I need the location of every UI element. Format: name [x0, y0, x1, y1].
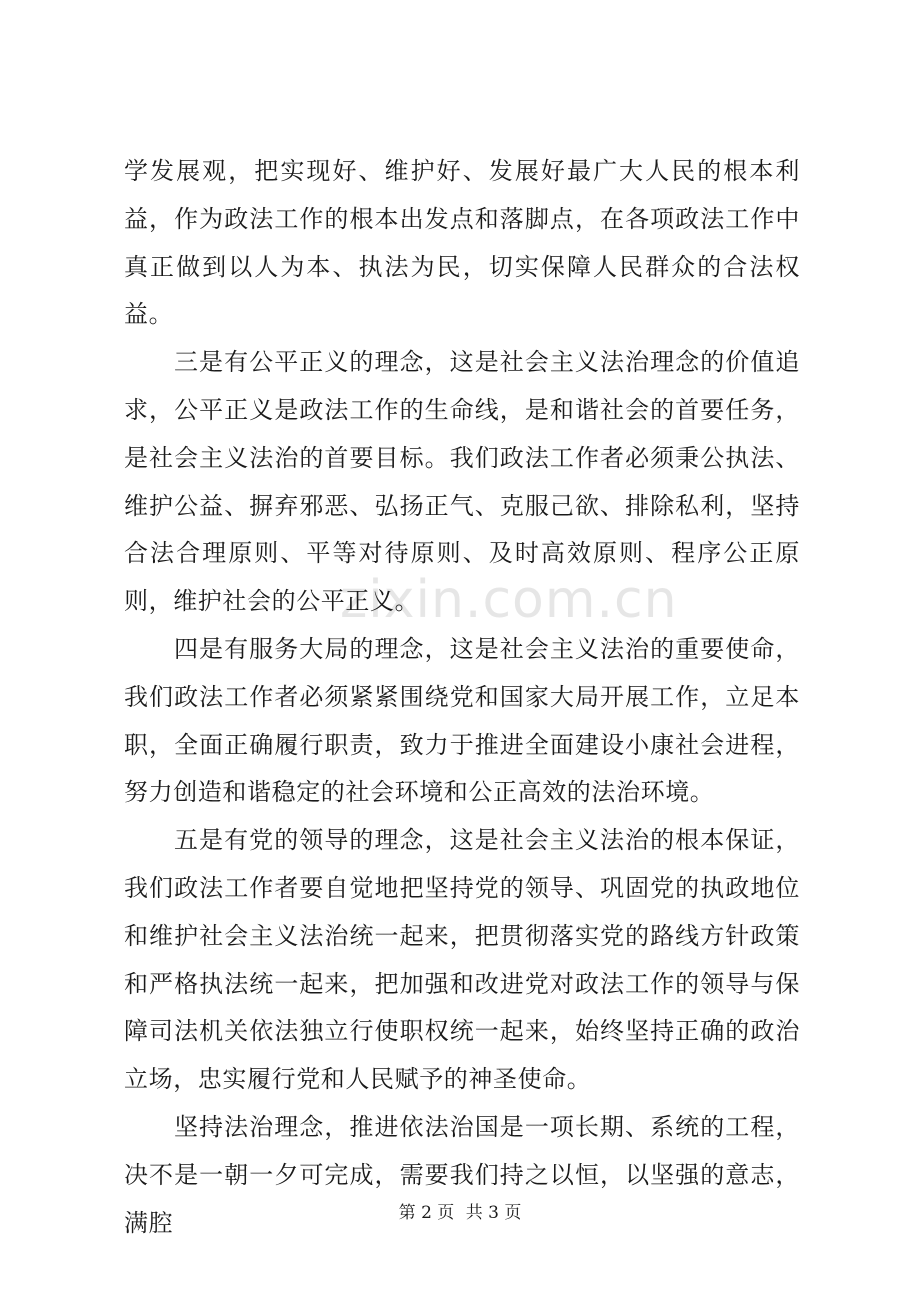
paragraph-1: 学发展观，把实现好、维护好、发展好最广大人民的根本利益，作为政法工作的根本出发点和落脚点，在各项政法工作中真正做到以人为本、执法为民，切实保障人民群众的合法权益。 — [124, 157, 800, 329]
paragraph-3: 四是有服务大局的理念，这是社会主义法治的重要使命，我们政法工作者必须紧紧围绕党和国家大局开展工作，立足本职，全面正确履行职责，致力于推进全面建设小康社会进程，努力创造和谐稳定的社会环境和公正高效的法治环境。 — [124, 634, 800, 807]
watermark: zixin.com.cn — [340, 570, 678, 630]
page-total: 共 3 页 — [465, 1203, 522, 1223]
page-number: 第 2 页 — [398, 1203, 455, 1223]
paragraph-2: 三是有公平正义的理念，这是社会主义法治理念的价值追求，公平正义是政法工作的生命线，是和谐社会的首要任务，是社会主义法治的首要目标。我们政法工作者必须秉公执法、维护公益、摒弃邪恶、弘扬正气、克服己欲、排除私利，坚持合法合理原则、平等对待原则、及时高效原则、程序公正原则，维护社会的公平正义。 — [124, 348, 800, 616]
paragraph-5: 坚持法治理念，推进依法治国是一项长期、系统的工程，决不是一朝一夕可完成，需要我们持之以恒，以坚强的意志，满腔 — [124, 1112, 800, 1237]
document-body — [124, 148, 800, 1247]
paragraph-4: 五是有党的领导的理念，这是社会主义法治的根本保证，我们政法工作者要自觉地把坚持党的领导、巩固党的执政地位和维护社会主义法治统一起来，把贯彻落实党的路线方针政策和严格执法统一起来，把加强和改进党对政法工作的领导与保障司法机关依法独立行使职权统一起来，始终坚持正确的政治立场，忠实履行党和人民赋予的神圣使命。 — [124, 826, 800, 1094]
